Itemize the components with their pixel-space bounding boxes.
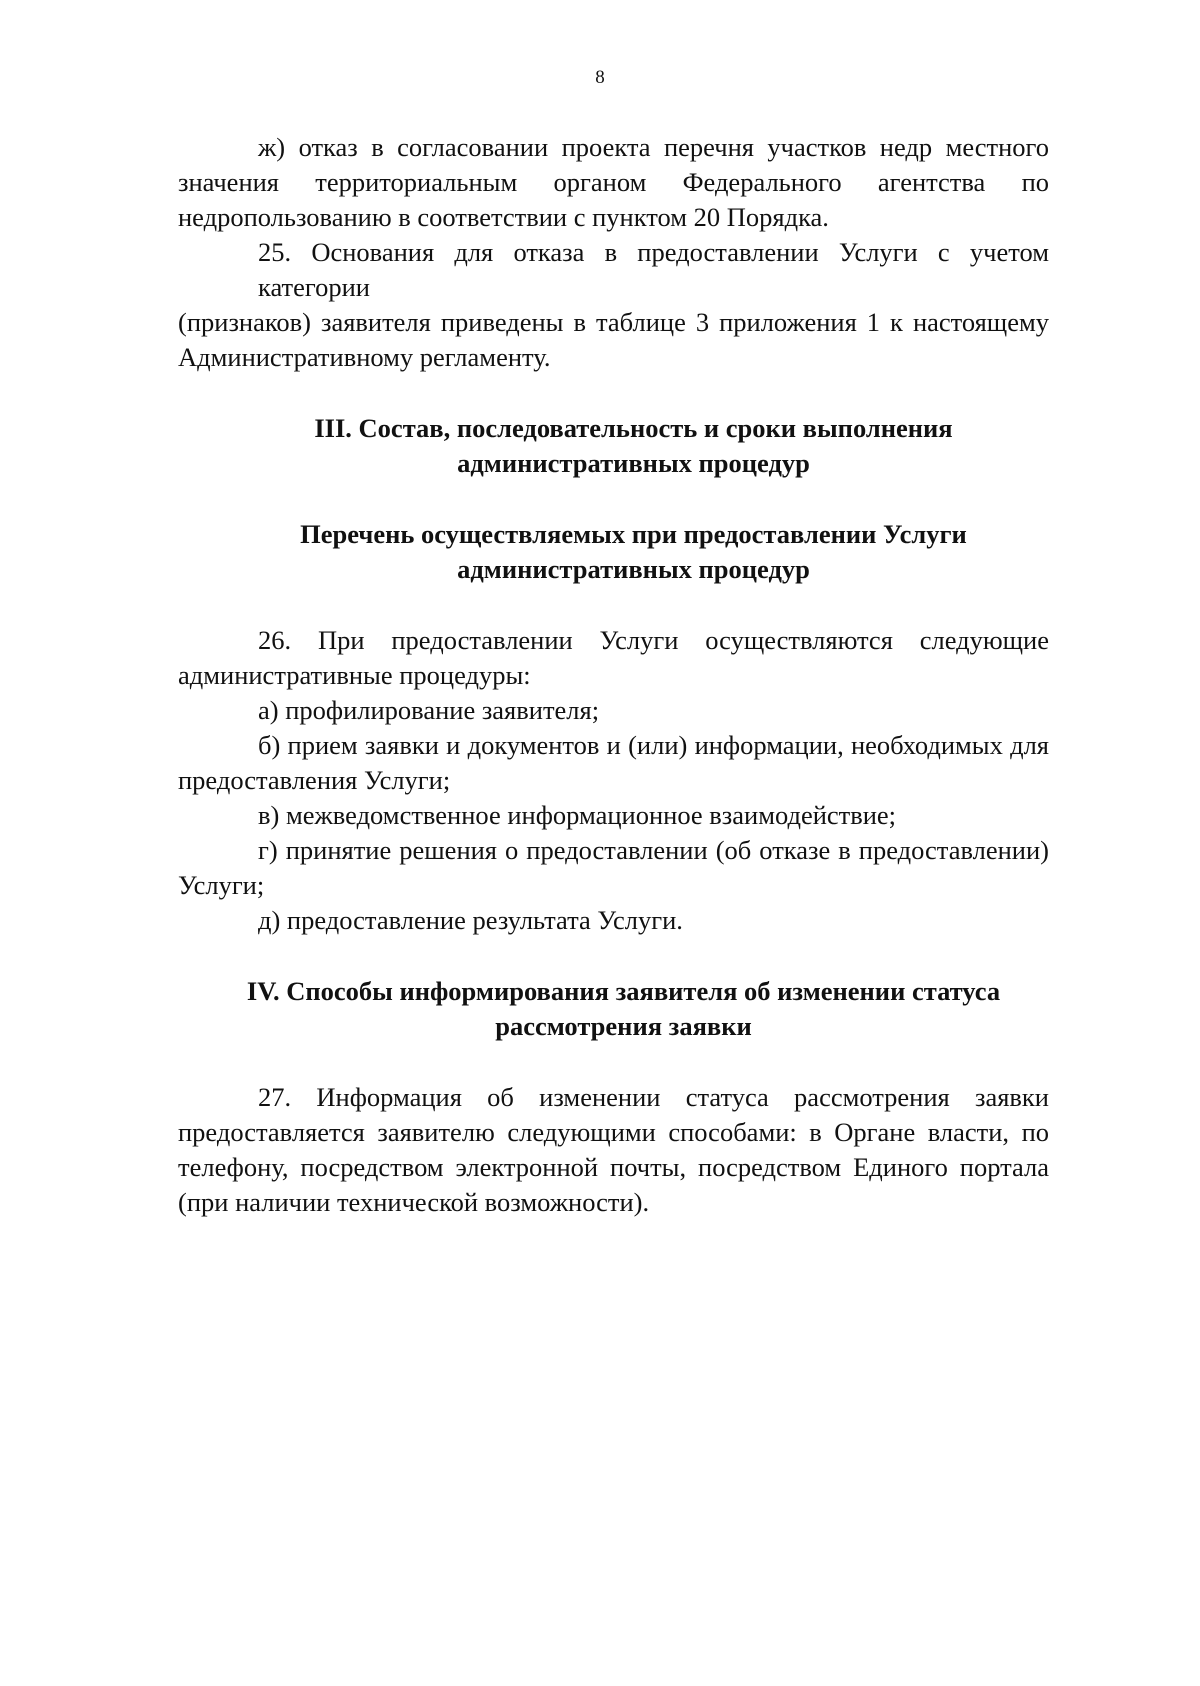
section-title-line: рассмотрения заявки bbox=[495, 1011, 752, 1041]
page-number: 8 bbox=[595, 67, 605, 88]
subsection-title-line: Перечень осуществляемых при предоставлении Услуги bbox=[300, 519, 967, 549]
paragraph-line: Административному регламенту. bbox=[178, 342, 551, 372]
section-title-line: административных процедур bbox=[457, 448, 810, 478]
paragraph-line: телефону, посредством электронной почты, посредством Единого портала bbox=[178, 1152, 1049, 1182]
paragraph-line: 26. При предоставлении Услуги осуществляются следующие bbox=[258, 625, 1049, 655]
paragraph-line: административные процедуры: bbox=[178, 660, 531, 690]
paragraph-27 bbox=[178, 1080, 1049, 1220]
paragraph-line: значения территориальным органом Федерального агентства по bbox=[178, 167, 1049, 197]
paragraph-25 bbox=[178, 235, 1049, 375]
list-item-d: д) предоставление результата Услуги. bbox=[258, 905, 683, 935]
page-content bbox=[178, 130, 1049, 1220]
paragraph-line: 25. Основания для отказа в предоставлении Услуги с учетом категории bbox=[258, 237, 1049, 302]
subsection-heading bbox=[178, 517, 1049, 587]
section-title-line: III. Состав, последовательность и сроки выполнения bbox=[314, 413, 953, 443]
paragraph-line: предоставляется заявителю следующими способами: в Органе власти, по bbox=[178, 1117, 1049, 1147]
list-item-g-continued: Услуги; bbox=[178, 870, 265, 900]
paragraph-line: (признаков) заявителя приведены в таблице 3 приложения 1 к настоящему bbox=[178, 307, 1049, 337]
section-4-heading bbox=[178, 974, 1049, 1044]
paragraph-26 bbox=[178, 623, 1049, 938]
section-title-line: IV. Способы информирования заявителя об изменении статуса bbox=[246, 976, 1001, 1006]
subsection-title-line: административных процедур bbox=[457, 554, 810, 584]
list-item-v: в) межведомственное информационное взаимодействие; bbox=[258, 800, 897, 830]
list-item-b: б) прием заявки и документов и (или) информации, необходимых для bbox=[258, 730, 1049, 760]
paragraph-item-zh bbox=[178, 130, 1049, 235]
list-item-g: г) принятие решения о предоставлении (об отказе в предоставлении) bbox=[258, 835, 1049, 865]
paragraph-line: (при наличии технической возможности). bbox=[178, 1187, 650, 1217]
paragraph-line: недропользованию в соответствии с пунктом 20 Порядка. bbox=[178, 202, 829, 232]
list-item-a: а) профилирование заявителя; bbox=[258, 695, 600, 725]
paragraph-line: ж) отказ в согласовании проекта перечня участков недр местного bbox=[258, 132, 1049, 162]
paragraph-line: 27. Информация об изменении статуса рассмотрения заявки bbox=[258, 1082, 1049, 1112]
list-item-b-continued: предоставления Услуги; bbox=[178, 765, 451, 795]
section-3-heading bbox=[178, 411, 1049, 481]
